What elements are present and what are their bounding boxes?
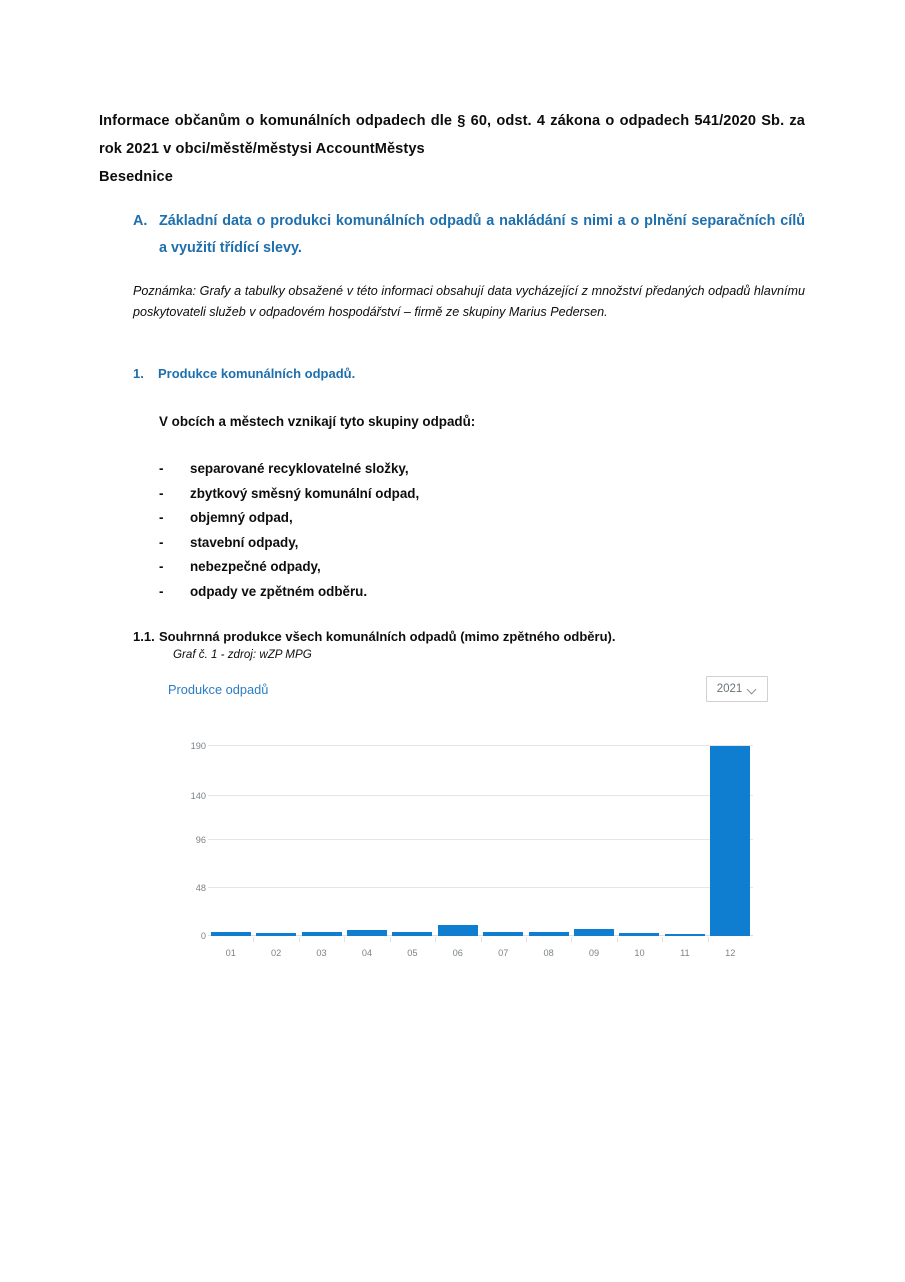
- chart-bar-slot: [390, 746, 435, 936]
- chart-bar-slot: [526, 746, 571, 936]
- chart-bar-slot: [344, 746, 389, 936]
- chart-bars: [208, 746, 753, 936]
- chart-title: Produkce odpadů: [168, 682, 269, 697]
- list-item-label: objemný odpad,: [190, 510, 293, 525]
- numbered-item-1-1-number: 1.1.: [133, 629, 155, 644]
- chart-bar-slot: [299, 746, 344, 936]
- dash-bullet-icon: -: [159, 485, 164, 501]
- chart-x-tick-label: 04: [361, 948, 373, 958]
- chart-bar[interactable]: [392, 932, 432, 937]
- chart-bar-slot: [481, 746, 526, 936]
- list-item-label: separované recyklovatelné složky,: [190, 461, 409, 476]
- chart-x-tick-label: 10: [634, 948, 645, 958]
- chart-x-axis-separator: [708, 937, 709, 942]
- chart-x-axis-separator: [662, 937, 663, 942]
- chart-y-tick-label: 0: [200, 931, 206, 941]
- chart-bar[interactable]: [574, 929, 614, 936]
- chart-x-tick-label: 03: [316, 948, 327, 958]
- page-title: [99, 107, 805, 191]
- chart-x-axis-separator: [571, 937, 572, 942]
- chart-x-tick-label: 05: [407, 948, 418, 958]
- list-item-label: zbytkový směsný komunální odpad,: [190, 485, 420, 501]
- chart-x-axis-separator: [253, 937, 254, 942]
- list-item: [159, 510, 609, 535]
- chart-bar[interactable]: [438, 925, 478, 936]
- chart-source-caption: Graf č. 1 - zdroj: wZP MPG: [173, 648, 312, 661]
- dash-bullet-icon: -: [159, 461, 164, 476]
- list-item-label: nebezpečné odpady,: [190, 559, 321, 574]
- chart-bar-slot: [617, 746, 662, 936]
- poznamka-note: Poznámka: Grafy a tabulky obsažené v této informaci obsahují data vycházející z množství předaných odpadů hlavnímu poskytovateli služeb v odpadovém hospodářství – firmě ze skupiny Marius Pedersen.: [133, 284, 805, 319]
- chart-y-tick-label: 140: [190, 791, 206, 801]
- numbered-item-1-1: [133, 629, 615, 644]
- chart-bar-slot: [435, 746, 480, 936]
- chart-bar-slot: [571, 746, 616, 936]
- chart-bar-slot: [708, 746, 753, 936]
- chart-x-tick-label: 02: [271, 948, 282, 958]
- dash-bullet-icon: -: [159, 559, 164, 574]
- dash-bullet-icon: -: [159, 510, 164, 525]
- dash-bullet-icon: -: [159, 534, 164, 550]
- production-chart-widget: [168, 672, 768, 982]
- lead-in-text: V obcích a městech vznikají tyto skupiny odpadů:: [159, 414, 476, 429]
- chart-bar[interactable]: [710, 746, 750, 936]
- chart-x-tick-label: 07: [498, 948, 509, 958]
- chart-bar[interactable]: [483, 932, 523, 937]
- chart-bar[interactable]: [211, 932, 251, 936]
- chart-x-axis-separator: [617, 937, 618, 942]
- chart-y-tick-label: 48: [195, 883, 206, 893]
- chart-bar-slot: [208, 746, 253, 936]
- chart-header: [168, 672, 768, 710]
- chart-y-tick-label: 190: [190, 741, 206, 751]
- year-select-dropdown[interactable]: [706, 676, 768, 702]
- list-item: [159, 486, 609, 511]
- waste-group-list: [159, 461, 609, 608]
- numbered-item-1-number: 1.: [133, 366, 144, 381]
- chart-x-tick-label: 08: [543, 948, 554, 958]
- dash-bullet-icon: -: [159, 583, 164, 599]
- chart-plot-area: [168, 716, 768, 982]
- section-a-text: Základní data o produkci komunálních odpadů a nakládání s nimi a o plnění separačních cílů a využití třídící slevy.: [159, 213, 805, 256]
- list-item: [159, 535, 609, 560]
- chart-x-tick-label: 11: [680, 948, 690, 958]
- chart-x-axis-separator: [299, 937, 300, 942]
- list-item-label: stavební odpady,: [190, 534, 299, 550]
- section-a-label: A.: [133, 213, 148, 229]
- chart-bar[interactable]: [347, 930, 387, 937]
- chart-bar-slot: [662, 746, 707, 936]
- list-item-label: odpady ve zpětném odběru.: [190, 583, 368, 599]
- page-title-line-1: Informace občanům o komunálních odpadech dle § 60, odst. 4 zákona o: [99, 113, 615, 129]
- list-item: [159, 461, 609, 486]
- page-title-line-2: odpadech 541/2020 Sb. za rok 2021 v obci/městě/městysi AccountMěstys: [99, 113, 805, 157]
- chart-y-tick-label: 96: [195, 835, 206, 845]
- chart-x-axis-separator: [390, 937, 391, 942]
- chart-x-axis-separator: [481, 937, 482, 942]
- chart-x-axis-separator: [435, 937, 436, 942]
- section-a-heading: [133, 208, 805, 262]
- chart-bar[interactable]: [256, 933, 296, 937]
- chart-bar[interactable]: [619, 933, 659, 937]
- numbered-item-1-text: Produkce komunálních odpadů.: [158, 366, 356, 381]
- page-title-line-3: Besednice: [99, 169, 173, 185]
- numbered-item-1: [133, 366, 355, 381]
- chart-x-tick-label: 01: [225, 948, 236, 958]
- year-select-value: 2021: [716, 683, 743, 695]
- chart-bar[interactable]: [302, 932, 342, 937]
- list-item: [159, 559, 609, 584]
- list-item: [159, 584, 609, 609]
- chart-bar[interactable]: [665, 934, 705, 936]
- numbered-item-1-1-text: Souhrnná produkce všech komunálních odpadů (mimo zpětného odběru).: [159, 629, 616, 644]
- chevron-down-icon: [748, 685, 757, 694]
- chart-x-axis-separator: [344, 937, 345, 942]
- chart-x-tick-label: 06: [452, 948, 463, 958]
- chart-x-tick-label: 12: [725, 948, 736, 958]
- chart-x-tick-label: 09: [588, 948, 600, 958]
- chart-x-axis-separator: [526, 937, 527, 942]
- chart-bar-slot: [253, 746, 298, 936]
- chart-bar[interactable]: [529, 932, 569, 937]
